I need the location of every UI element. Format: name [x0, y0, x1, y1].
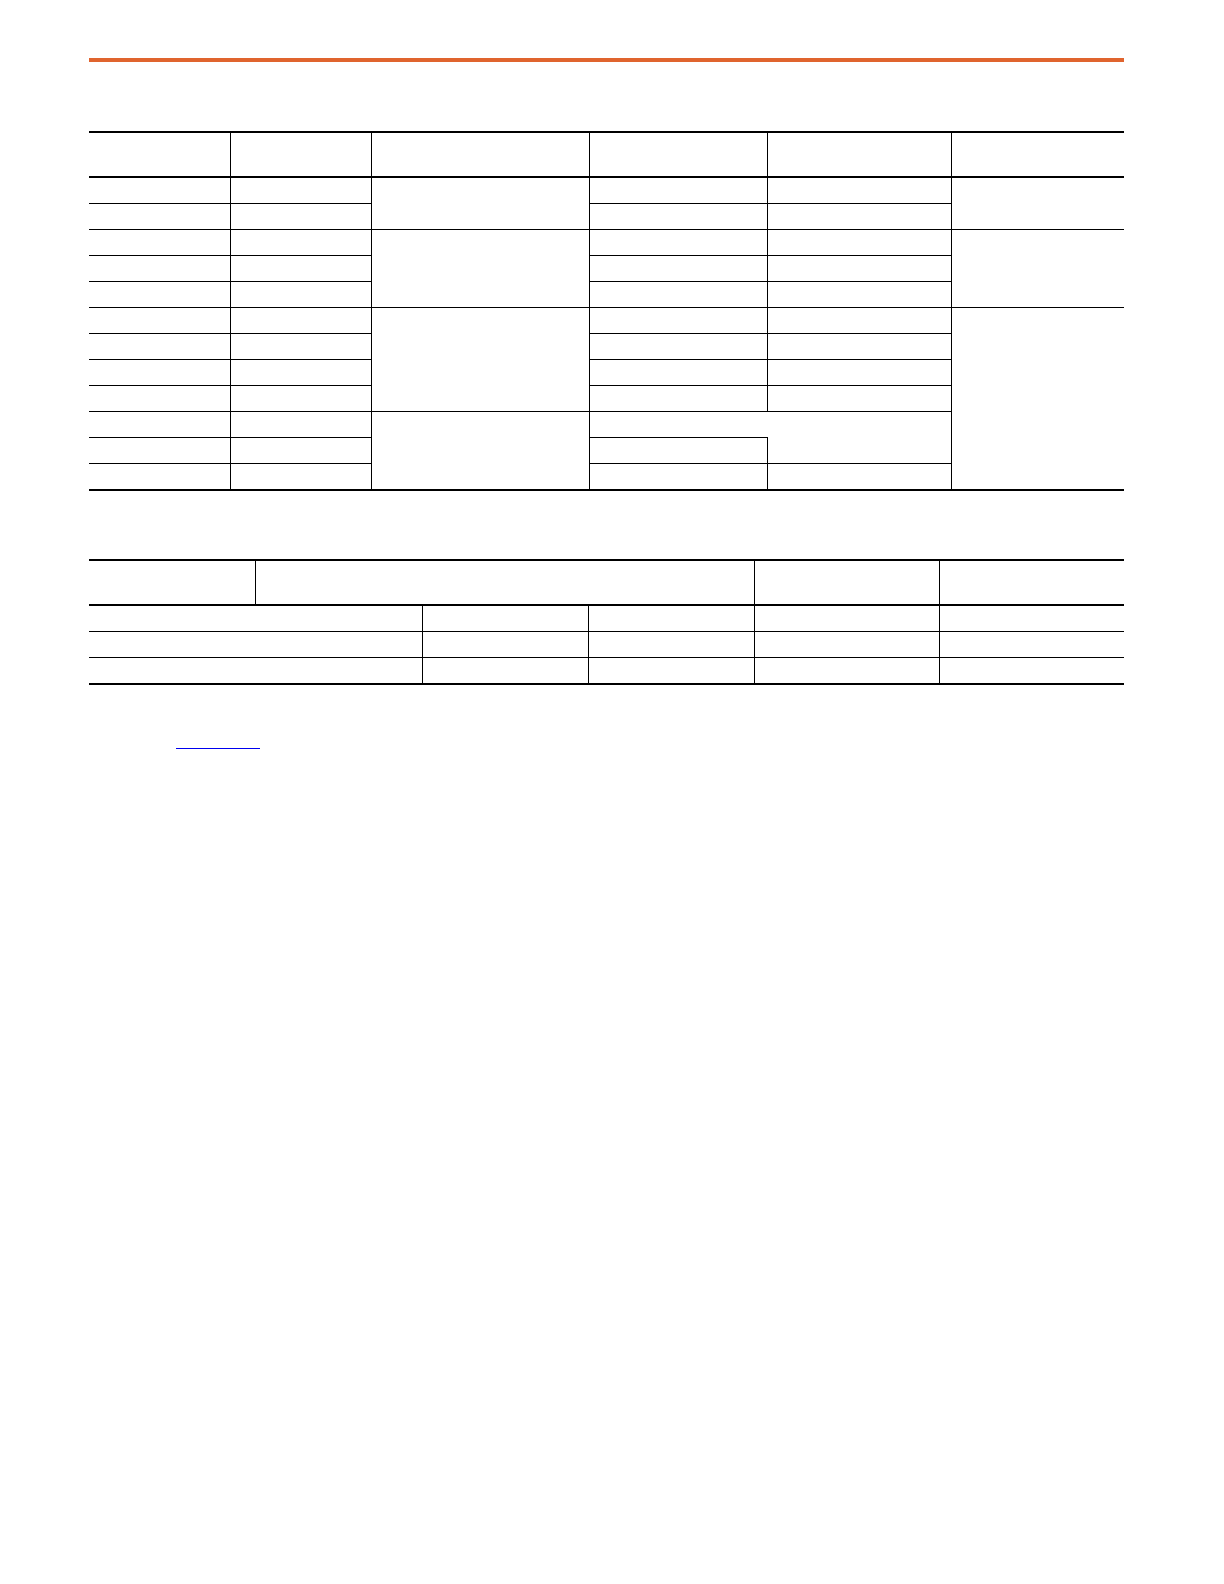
- table-cell: [89, 438, 230, 464]
- table-cell: [754, 658, 939, 685]
- table-cell: [767, 177, 951, 204]
- footnote-link[interactable]: [176, 748, 260, 749]
- table-cell: [767, 386, 951, 412]
- table-cell: [939, 658, 1124, 685]
- table-cell: [89, 360, 230, 386]
- table-cell-merged: [371, 308, 589, 412]
- table-cell: [767, 230, 951, 256]
- table-cell: [89, 230, 230, 256]
- table-cell: [89, 632, 422, 658]
- header-accent-rule: [89, 58, 1124, 62]
- header-cell: [89, 560, 255, 605]
- table-cell: [230, 412, 371, 438]
- table-cell: [89, 334, 230, 360]
- table-cell: [588, 658, 754, 685]
- header-cell: [951, 132, 1124, 177]
- table-cell: [589, 386, 767, 412]
- secondary-table: [89, 559, 1124, 685]
- table-cell-merged: [371, 412, 589, 491]
- table-cell: [767, 282, 951, 308]
- table-cell: [589, 282, 767, 308]
- header-cell: [939, 560, 1124, 605]
- table-cell: [589, 308, 767, 334]
- table-cell: [422, 632, 588, 658]
- table-cell: [767, 256, 951, 282]
- table-cell: [89, 204, 230, 230]
- table-cell: [767, 334, 951, 360]
- table-cell: [89, 177, 230, 204]
- specifications-table: [89, 131, 1124, 491]
- header-cell: [371, 132, 589, 177]
- table-cell-merged: [951, 177, 1124, 230]
- table-cell: [422, 658, 588, 685]
- table-cell: [230, 438, 371, 464]
- table-cell-merged: [371, 230, 589, 308]
- table-cell: [89, 308, 230, 334]
- table-cell: [230, 308, 371, 334]
- table-cell: [754, 632, 939, 658]
- table-cell: [767, 360, 951, 386]
- table-row: [89, 632, 1124, 658]
- table-cell: [89, 605, 422, 632]
- header-cell: [255, 560, 754, 605]
- table-cell: [589, 204, 767, 230]
- table-row: [89, 658, 1124, 685]
- table-cell: [230, 464, 371, 491]
- table-cell: [89, 658, 422, 685]
- table-cell: [588, 605, 754, 632]
- header-cell: [754, 560, 939, 605]
- header-cell: [89, 132, 230, 177]
- table-cell: [230, 177, 371, 204]
- table-cell: [767, 438, 951, 464]
- table-cell: [939, 632, 1124, 658]
- table-cell: [767, 308, 951, 334]
- table-row: [89, 308, 1124, 334]
- header-cell: [589, 132, 767, 177]
- table-cell: [589, 412, 767, 438]
- table-cell: [589, 464, 767, 491]
- table-cell-merged: [371, 177, 589, 230]
- table-cell: [89, 256, 230, 282]
- table-cell: [230, 360, 371, 386]
- table-cell: [767, 464, 951, 491]
- table-cell: [89, 282, 230, 308]
- table-row: [89, 605, 1124, 632]
- table-cell: [589, 438, 767, 464]
- table-cell: [767, 204, 951, 230]
- table-cell: [589, 360, 767, 386]
- table-cell-merged: [951, 230, 1124, 308]
- table-cell: [89, 412, 230, 438]
- table-cell-merged: [951, 308, 1124, 491]
- table-cell: [589, 177, 767, 204]
- table-cell: [230, 256, 371, 282]
- table-cell: [589, 256, 767, 282]
- table-cell: [230, 334, 371, 360]
- table-row: [89, 230, 1124, 256]
- header-cell: [230, 132, 371, 177]
- table-cell: [89, 464, 230, 491]
- table-row: [89, 177, 1124, 204]
- table-cell: [589, 230, 767, 256]
- table-cell: [588, 632, 754, 658]
- table-header-row: [89, 560, 1124, 605]
- table-cell: [230, 204, 371, 230]
- table-cell: [230, 282, 371, 308]
- table-cell: [422, 605, 588, 632]
- table-header-row: [89, 132, 1124, 177]
- table-cell: [89, 386, 230, 412]
- header-cell: [767, 132, 951, 177]
- table-cell: [754, 605, 939, 632]
- table-cell: [230, 230, 371, 256]
- table-cell: [589, 334, 767, 360]
- table-cell: [230, 386, 371, 412]
- table-cell: [939, 605, 1124, 632]
